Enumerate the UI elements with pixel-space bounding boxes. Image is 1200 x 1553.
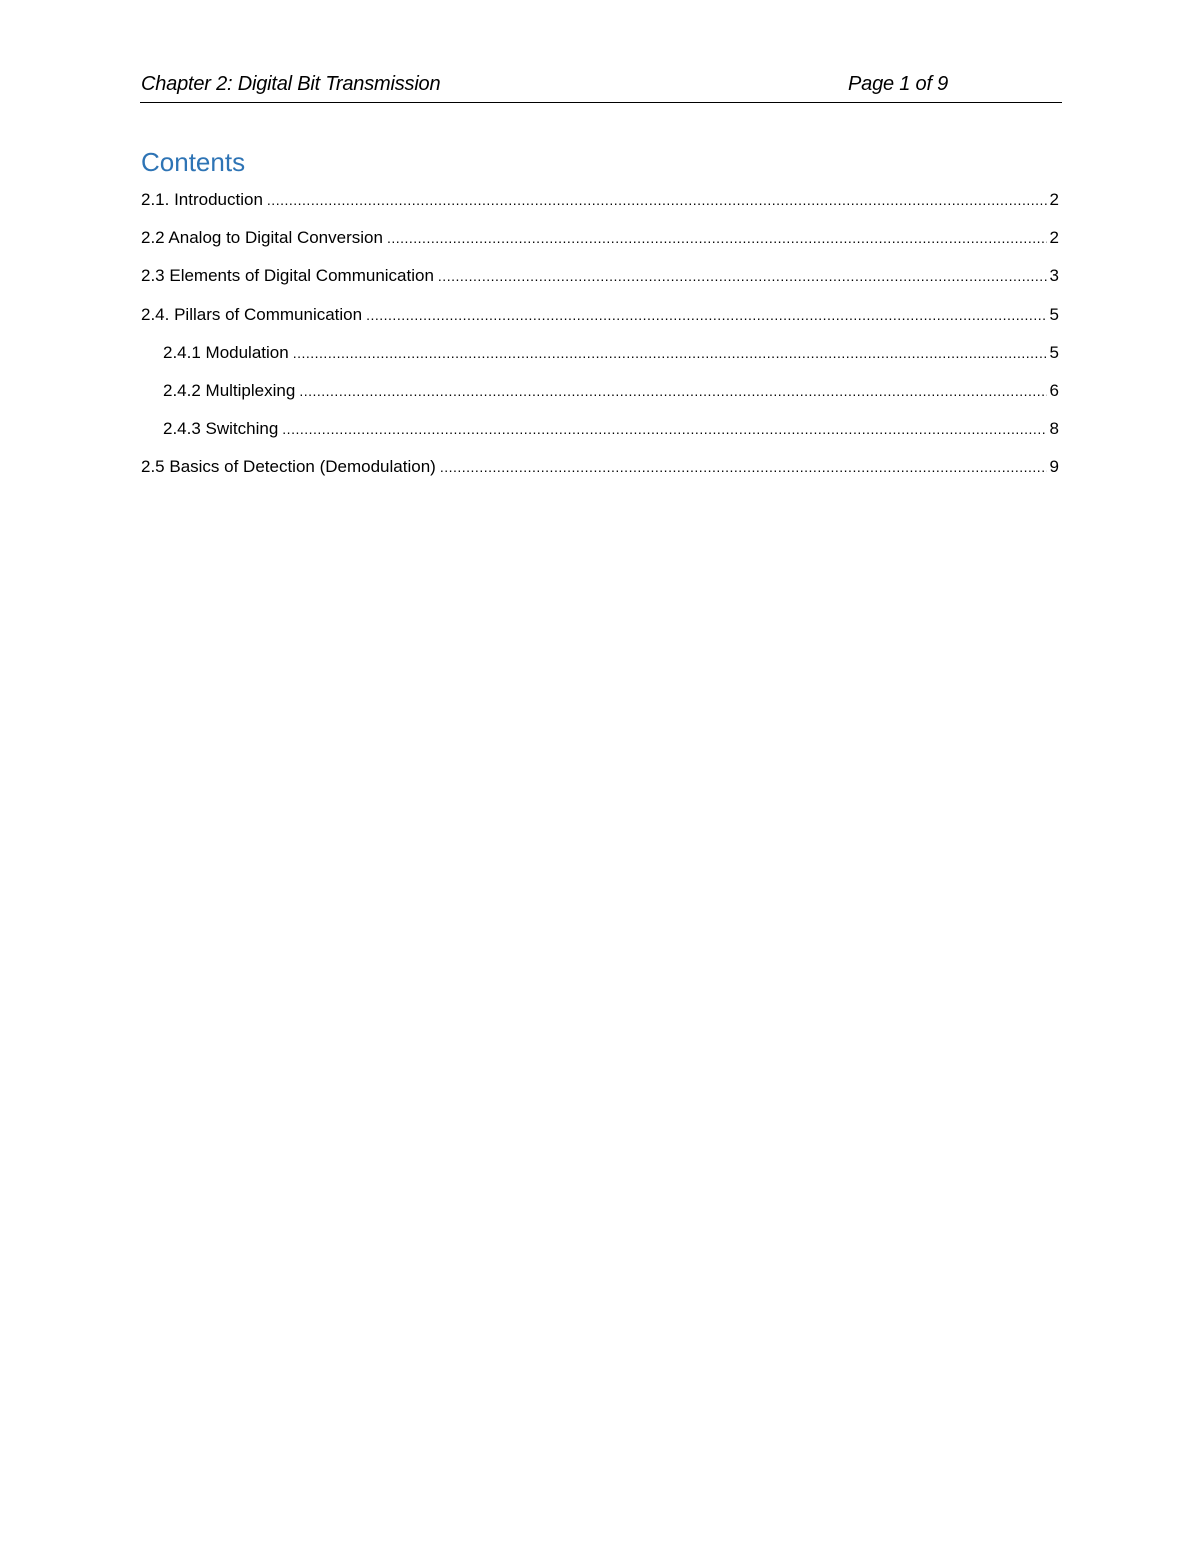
toc-heading: Contents: [141, 147, 246, 177]
toc-entry-label: 2.2 Analog to Digital Conversion: [141, 228, 383, 248]
toc-dot-leader: [282, 417, 1047, 441]
toc-dot-leader: [299, 379, 1047, 403]
toc-entry-page: 2: [1049, 190, 1059, 209]
toc-entry-page: 5: [1049, 304, 1059, 324]
toc-entry-label: 2.4. Pillars of Communication: [141, 304, 363, 324]
toc-dot-leader: [267, 188, 1047, 212]
toc-entry-basics-of-detection[interactable]: [141, 455, 1059, 493]
table-of-contents: [141, 188, 1059, 494]
toc-entry-page: 5: [1049, 342, 1059, 362]
toc-entry-page: 2: [1049, 228, 1059, 248]
toc-entry-label: 2.1. Introduction: [141, 190, 263, 209]
toc-entry-analog-to-digital[interactable]: [141, 226, 1059, 264]
header-page-number: Page 1 of 9: [848, 73, 949, 95]
toc-dot-leader: [366, 303, 1047, 327]
toc-dot-leader: [387, 226, 1047, 250]
toc-entry-label: 2.4.3 Switching: [163, 419, 279, 439]
toc-dot-leader: [438, 264, 1047, 288]
toc-entry-page: 3: [1049, 266, 1059, 286]
toc-entry-page: 8: [1049, 419, 1059, 439]
toc-entry-label: 2.4.1 Modulation: [163, 342, 289, 362]
toc-entry-page: 9: [1049, 457, 1059, 477]
toc-entry-elements-of-digital-communication[interactable]: [141, 264, 1059, 302]
toc-entry-label: 2.5 Basics of Detection (Demodulation): [141, 457, 436, 477]
toc-entry-page: 6: [1049, 380, 1059, 400]
toc-entry-label: 2.4.2 Multiplexing: [163, 380, 296, 400]
toc-entry-multiplexing[interactable]: [141, 379, 1059, 417]
header-chapter-title: Chapter 2: Digital Bit Transmission: [141, 73, 441, 95]
toc-entry-modulation[interactable]: [141, 341, 1059, 379]
toc-dot-leader: [293, 341, 1047, 365]
toc-entry-introduction[interactable]: [141, 188, 1059, 226]
toc-entry-pillars-of-communication[interactable]: [141, 303, 1059, 341]
toc-entry-label: 2.3 Elements of Digital Communication: [141, 266, 434, 286]
toc-entry-switching[interactable]: [141, 417, 1059, 455]
page-header: [140, 70, 1062, 103]
toc-dot-leader: [440, 455, 1047, 479]
